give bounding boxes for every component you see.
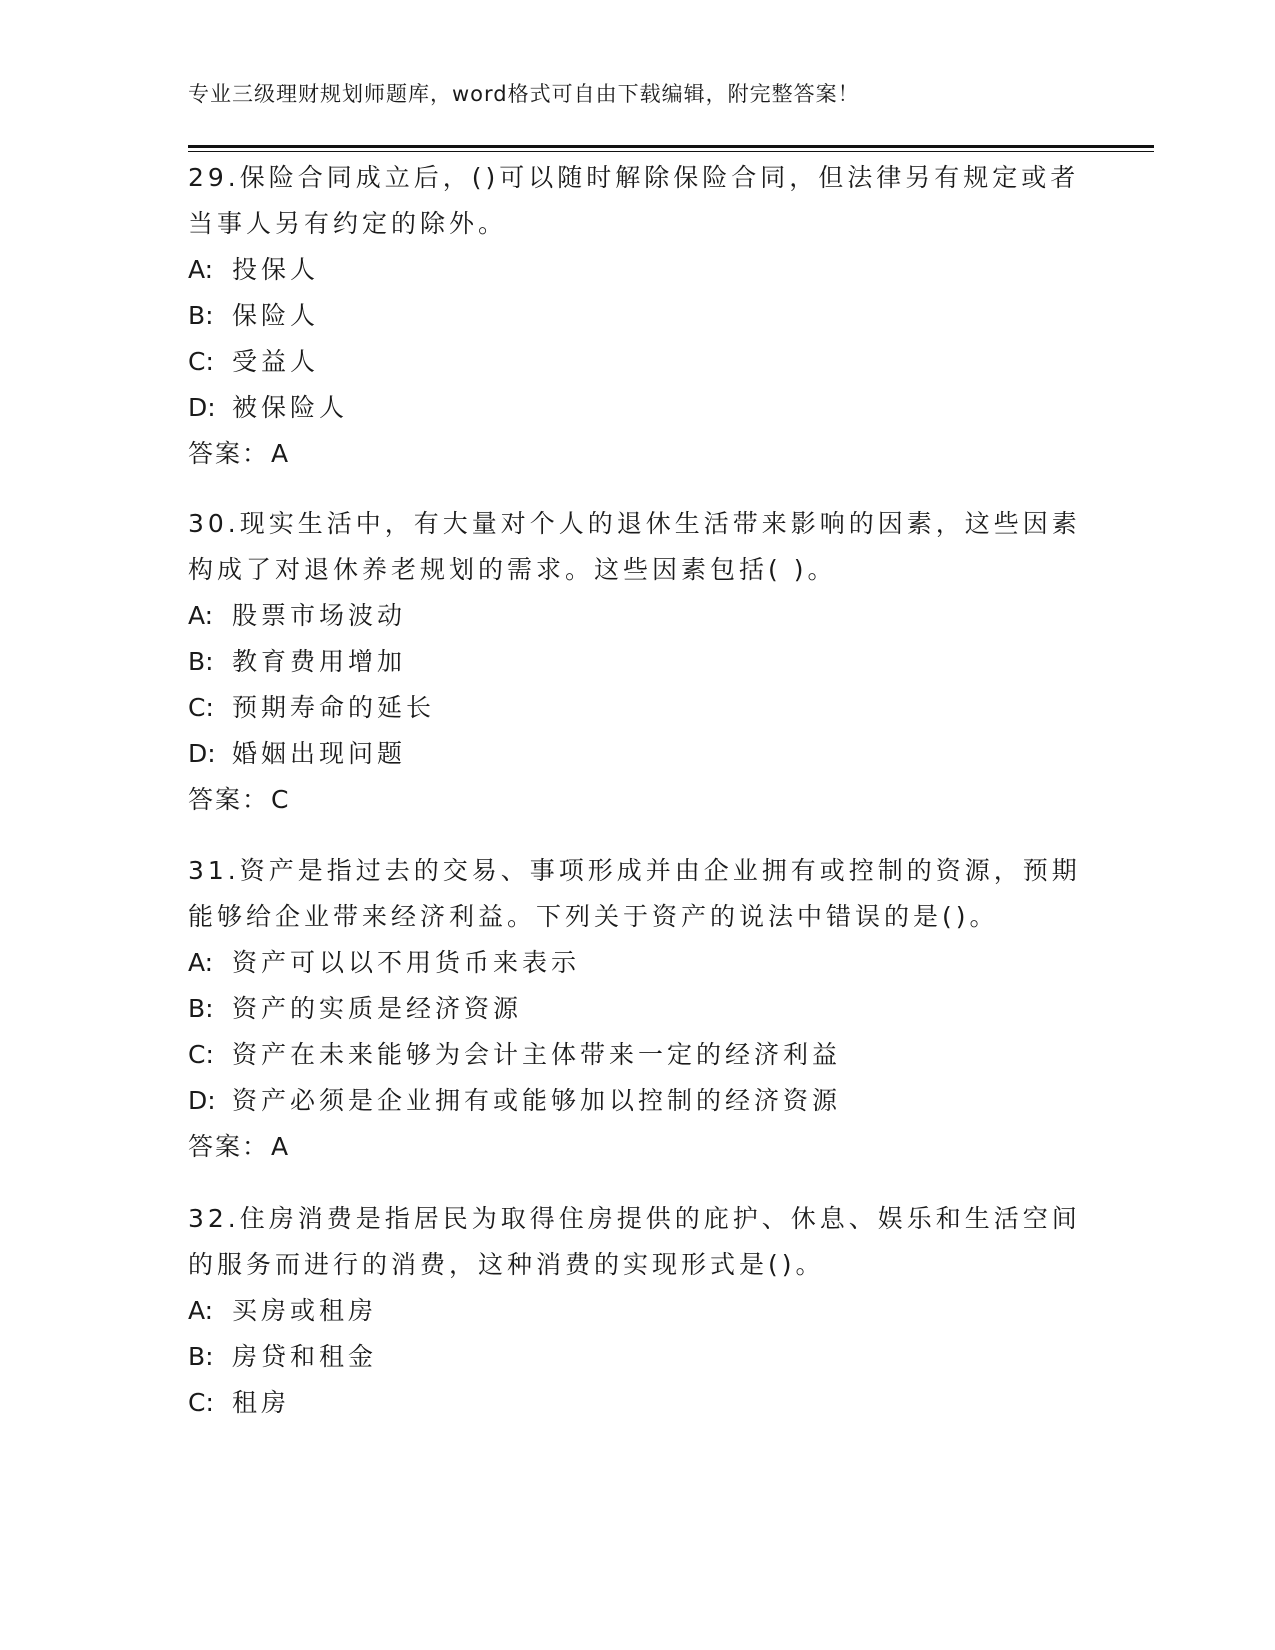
option-c xyxy=(188,339,1088,385)
question-stem: 30.现实生活中，有大量对个人的退休生活带来影响的因素，这些因素构成了对退休养老规划的需求。这些因素包括( )。 xyxy=(188,509,1081,584)
option-text: 资产可以以不用货币来表示 xyxy=(232,948,581,977)
option-a xyxy=(188,247,1088,293)
option-a xyxy=(188,1288,1088,1334)
question-31 xyxy=(188,848,1088,1170)
answer-line xyxy=(188,1124,1088,1170)
option-key: A: xyxy=(188,255,214,284)
option-a xyxy=(188,593,1088,639)
option-c xyxy=(188,1380,1088,1426)
question-29 xyxy=(188,155,1088,477)
option-key: B: xyxy=(188,1342,214,1371)
option-b xyxy=(188,986,1088,1032)
option-c xyxy=(188,685,1088,731)
answer-line xyxy=(188,431,1088,477)
option-key: C: xyxy=(188,693,214,722)
option-text: 租房 xyxy=(232,1388,291,1417)
page-header: 专业三级理财规划师题库，word格式可自由下载编辑，附完整答案！ xyxy=(188,82,860,106)
question-stem: 29.保险合同成立后，()可以随时解除保险合同，但法律另有规定或者当事人另有约定的除外。 xyxy=(188,163,1080,238)
option-key: C: xyxy=(188,347,214,376)
option-text: 受益人 xyxy=(232,347,320,376)
option-text: 房贷和租金 xyxy=(232,1342,378,1371)
option-text: 资产必须是企业拥有或能够加以控制的经济资源 xyxy=(232,1086,842,1115)
question-32 xyxy=(188,1196,1088,1426)
question-stem: 32.住房消费是指居民为取得住房提供的庇护、休息、娱乐和生活空间的服务而进行的消费，这种消费的实现形式是()。 xyxy=(188,1204,1081,1279)
option-text: 预期寿命的延长 xyxy=(232,693,436,722)
option-b xyxy=(188,1334,1088,1380)
option-key: B: xyxy=(188,994,214,1023)
option-key: B: xyxy=(188,647,214,676)
option-key: C: xyxy=(188,1388,214,1417)
option-d xyxy=(188,1078,1088,1124)
option-key: C: xyxy=(188,1040,214,1069)
header-rule-thick xyxy=(188,145,1154,148)
answer-label: 答案： xyxy=(188,785,270,814)
option-d xyxy=(188,385,1088,431)
option-key: D: xyxy=(188,1086,216,1115)
option-text: 买房或租房 xyxy=(232,1296,378,1325)
answer-value: A xyxy=(271,1132,289,1161)
option-key: B: xyxy=(188,301,214,330)
answer-label: 答案： xyxy=(188,439,270,468)
option-b xyxy=(188,639,1088,685)
option-text: 婚姻出现问题 xyxy=(232,739,407,768)
answer-value: C xyxy=(271,785,289,814)
option-text: 资产的实质是经济资源 xyxy=(232,994,523,1023)
option-key: A: xyxy=(188,601,214,630)
answer-value: A xyxy=(271,439,289,468)
answer-line xyxy=(188,777,1088,823)
question-stem: 31.资产是指过去的交易、事项形成并由企业拥有或控制的资源，预期能够给企业带来经济利益。下列关于资产的说法中错误的是()。 xyxy=(188,856,1081,931)
option-key: A: xyxy=(188,1296,214,1325)
option-text: 投保人 xyxy=(232,255,320,284)
answer-label: 答案： xyxy=(188,1132,270,1161)
option-c xyxy=(188,1032,1088,1078)
option-key: D: xyxy=(188,393,216,422)
option-text: 资产在未来能够为会计主体带来一定的经济利益 xyxy=(232,1040,842,1069)
option-key: D: xyxy=(188,739,216,768)
option-a xyxy=(188,940,1088,986)
header-rule-thin xyxy=(188,151,1154,152)
option-b xyxy=(188,293,1088,339)
option-text: 被保险人 xyxy=(232,393,349,422)
option-key: A: xyxy=(188,948,214,977)
option-text: 教育费用增加 xyxy=(232,647,407,676)
option-d xyxy=(188,731,1088,777)
option-text: 保险人 xyxy=(232,301,320,330)
question-30 xyxy=(188,501,1088,823)
option-text: 股票市场波动 xyxy=(232,601,407,630)
